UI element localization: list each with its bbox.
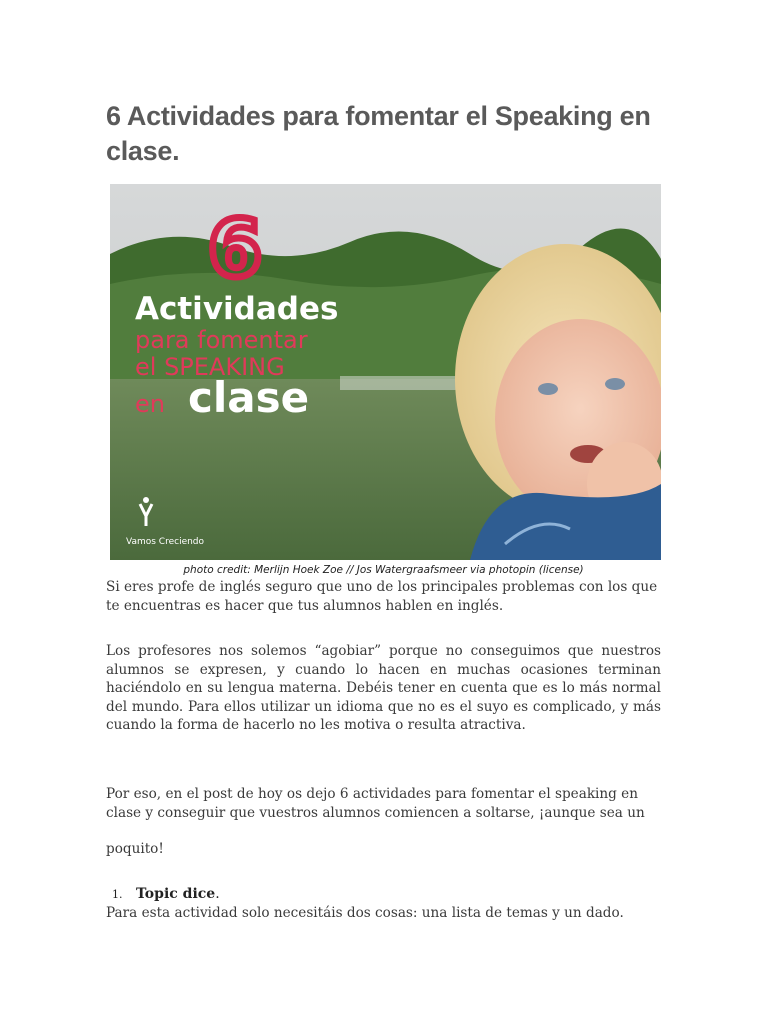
- list-item: [112, 884, 652, 905]
- hero-line4a: en: [135, 390, 165, 418]
- hero-line4b: clase: [188, 373, 310, 422]
- hero-line1: Actividades: [135, 291, 339, 327]
- logo-text: Vamos Creciendo: [126, 537, 205, 547]
- list-suffix: .: [215, 886, 220, 902]
- hero-number: 6: [207, 205, 263, 295]
- photo-credit: photo credit: Merlijn Hoek Zoe // Jos Watergraafsmeer via photopin (license): [183, 564, 584, 576]
- article-title: 6 Actividades para fomentar el Speaking en clase.: [106, 101, 651, 166]
- paragraph-post: Por eso, en el post de hoy os dejo 6 actividades para fomentar el speaking en clase y conseguir que vuestros alumnos comiencen a soltarse, ¡aunque sea un: [106, 786, 645, 821]
- paragraph-intro: Si eres profe de inglés seguro que uno de los principales problemas con los que te encuentras es hacer que tus alumnos hablen en inglés.: [106, 579, 658, 614]
- paragraph-teachers: Los profesores nos solemos “agobiar” porque no conseguimos que nuestros alumnos se expresen, y cuando lo hacen en muchas ocasiones terminan haciéndolo en su lengua materna. Debéis tener en cuenta que es lo más normal del mundo. Para ellos utilizar un idioma que no es el suyo es complicado, y más cuando la forma de hacerlo no les motiva o resulta atractiva.: [106, 643, 661, 733]
- list-number: 1.: [112, 888, 123, 901]
- list-description: Para esta actividad solo necesitáis dos cosas: una lista de temas y un dado.: [106, 905, 624, 921]
- hero-image: [110, 184, 661, 560]
- paragraph-post-end: poquito!: [106, 841, 164, 857]
- list-label: Topic dice: [136, 886, 216, 902]
- hero-line2: para fomentar: [135, 326, 308, 354]
- hero-line3: el SPEAKING: [135, 353, 285, 381]
